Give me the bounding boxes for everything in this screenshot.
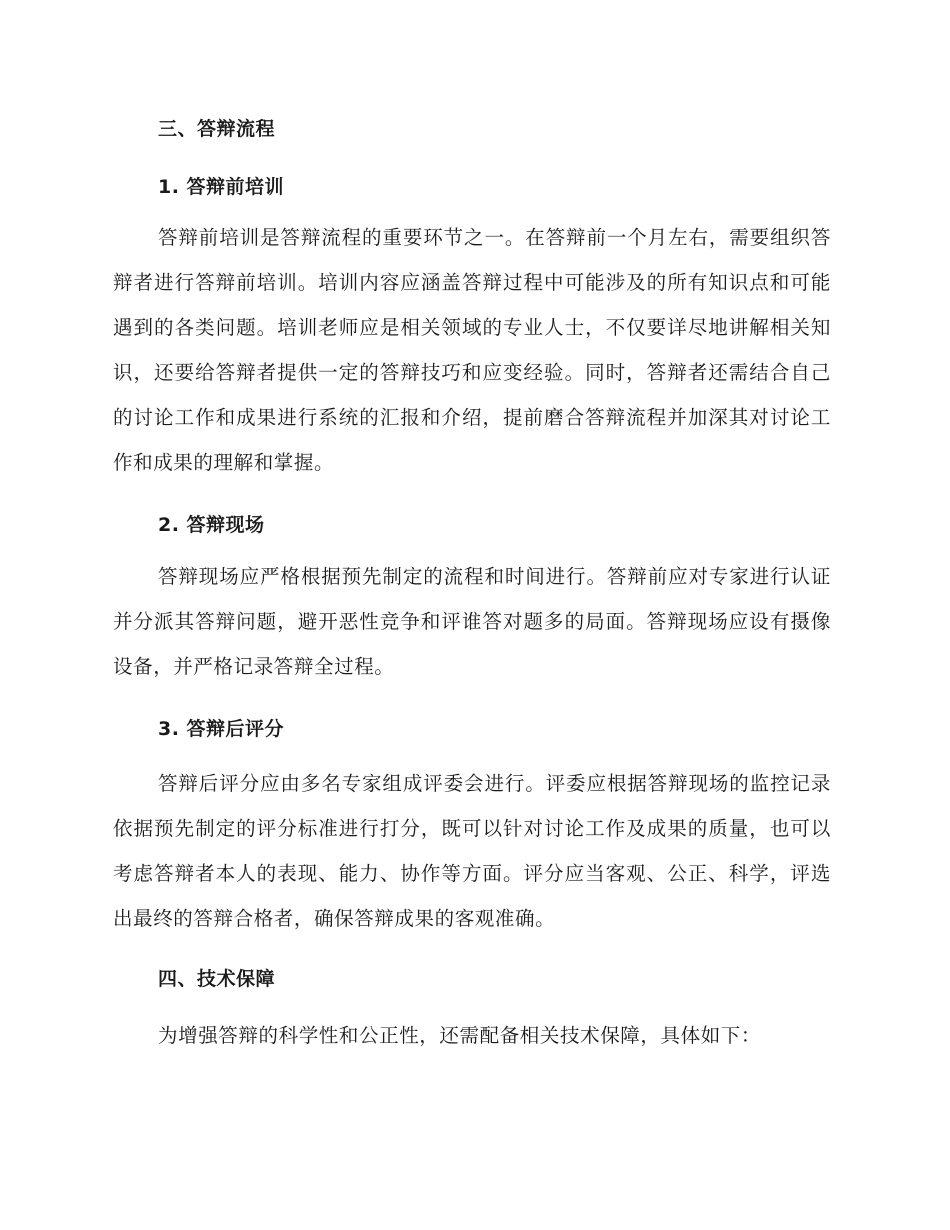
section-title-technical-support: 四、技术保障 xyxy=(158,968,276,990)
paragraph-technical-support: 为增强答辩的科学性和公正性，还需配备相关技术保障，具体如下： xyxy=(158,1024,762,1047)
section-title-defense-process: 三、答辩流程 xyxy=(158,118,276,140)
paragraph-post-defense-scoring: 答辩后评分应由多名专家组成评委会进行。评委应根据答辩现场的监控记录依据预先制定的评分标准进行打分，既可以针对讨论工作及成果的质量，也可以考虑答辩者本人的表现、能力、协作等方面。评分应当客观、公正、科学，评选出最终的答辩合格者，确保答辩成果的客观准确。 xyxy=(113,772,831,930)
subsection-title-defense-venue: 2. 答辩现场 xyxy=(158,514,265,536)
subsection-title-post-defense-scoring: 3. 答辩后评分 xyxy=(158,718,285,740)
paragraph-pre-defense-training: 答辩前培训是答辩流程的重要环节之一。在答辩前一个月左右，需要组织答辩者进行答辩前培训。培训内容应涵盖答辩过程中可能涉及的所有知识点和可能遇到的各类问题。培训老师应是相关领域的专业人士，不仅要详尽地讲解相关知识，还要给答辩者提供一定的答辩技巧和应变经验。同时，答辩者还需结合自己的讨论工作和成果进行系统的汇报和介绍，提前磨合答辩流程并加深其对讨论工作和成果的理解和掌握。 xyxy=(113,226,831,474)
subsection-title-pre-defense-training: 1. 答辩前培训 xyxy=(158,176,285,198)
paragraph-defense-venue: 答辩现场应严格根据预先制定的流程和时间进行。答辩前应对专家进行认证并分派其答辩问题，避开恶性竞争和评谁答对题多的局面。答辩现场应设有摄像设备，并严格记录答辩全过程。 xyxy=(113,565,831,678)
